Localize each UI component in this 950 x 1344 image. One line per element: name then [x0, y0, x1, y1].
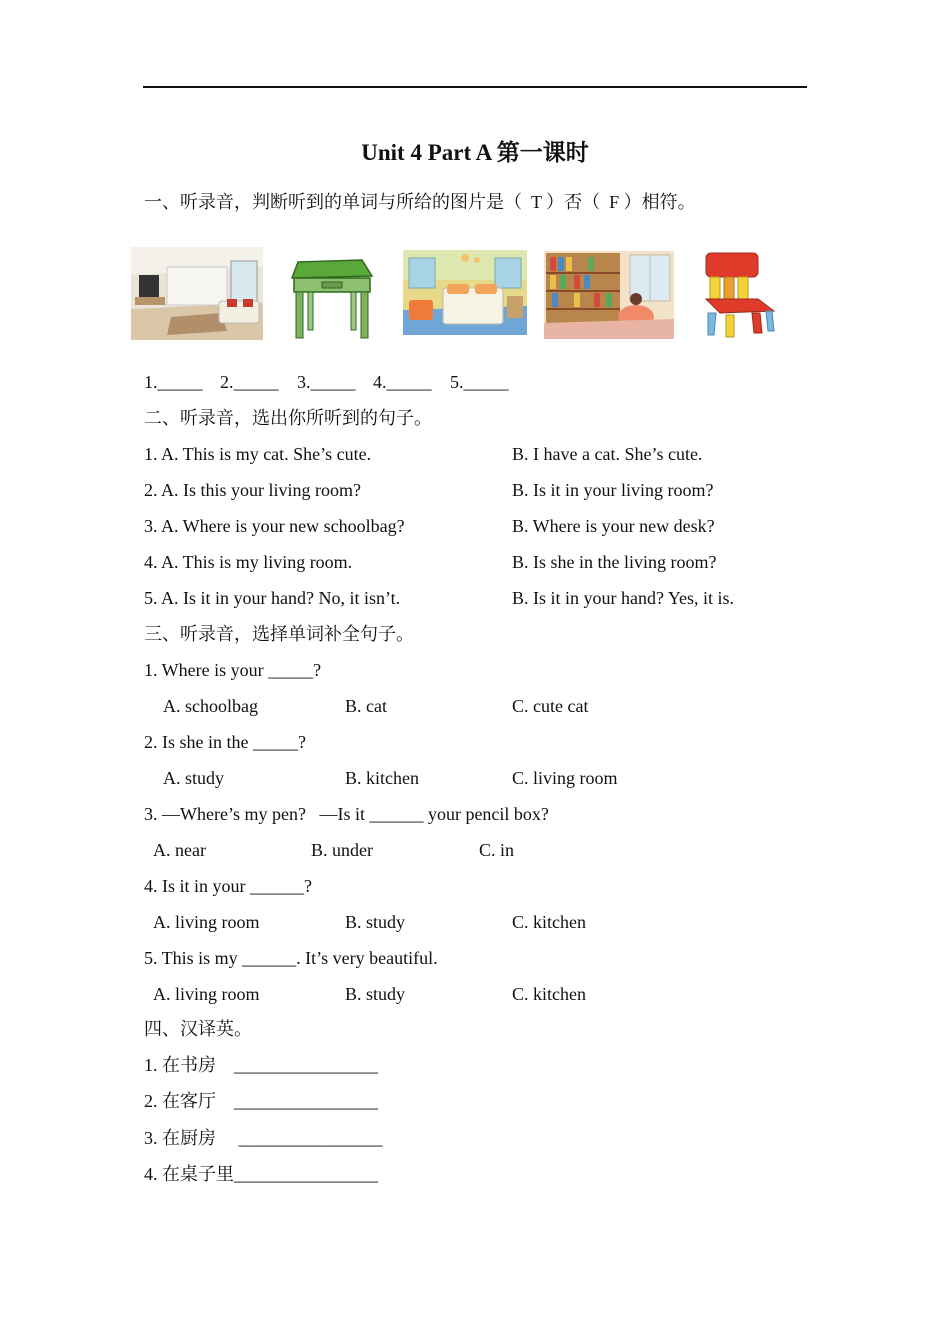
s3-q2: 2. Is she in the _____?: [144, 732, 306, 752]
s3-q3: 3. —Where’s my pen? —Is it ______ your pencil box?: [144, 804, 549, 824]
s3-q2-option-b: B. kitchen: [345, 768, 419, 788]
section3-heading: 三、听录音，选择单词补全句子。: [144, 624, 414, 644]
s3-q1: 1. Where is your _____?: [144, 660, 322, 680]
s3-q5-option-a: A. living room: [153, 984, 260, 1004]
page-title: Unit 4 Part A 第一课时: [361, 140, 589, 165]
s4-item3: 3. 在厨房 ________________: [144, 1128, 383, 1148]
s3-q2-option-c: C. living room: [512, 768, 618, 788]
table-picture: [290, 256, 374, 340]
answer-blank-5: 5._____: [450, 372, 509, 392]
s3-q1-option-a: A. schoolbag: [163, 696, 258, 716]
chair-picture: [702, 251, 776, 339]
s3-q4-option-a: A. living room: [153, 912, 260, 932]
bedroom-picture: [403, 250, 527, 335]
living-room-picture: [131, 247, 263, 340]
section4-heading: 四、汉译英。: [144, 1019, 252, 1039]
s3-q3-option-c: C. in: [479, 840, 515, 860]
s2-item3-a: 3. A. Where is your new schoolbag?: [144, 516, 405, 536]
s2-item2-b: B. Is it in your living room?: [512, 480, 714, 500]
s3-q1-option-b: B. cat: [345, 696, 387, 716]
s2-item4-a: 4. A. This is my living room.: [144, 552, 353, 572]
s3-q4-option-c: C. kitchen: [512, 912, 586, 932]
s4-item4: 4. 在桌子里________________: [144, 1164, 378, 1184]
study-picture: [544, 251, 674, 339]
s4-item1: 1. 在书房 ________________: [144, 1055, 378, 1075]
section2-heading: 二、听录音，选出你所听到的句子。: [144, 408, 432, 428]
section1-heading: 一、听录音，判断听到的单词与所给的图片是（ T ）否（ F ）相符。: [144, 192, 696, 212]
s3-q5: 5. This is my ______. It’s very beautiful.: [144, 948, 438, 968]
header-rule: [143, 86, 807, 88]
s3-q3-option-a: A. near: [153, 840, 206, 860]
s3-q2-option-a: A. study: [163, 768, 225, 788]
s3-q3-option-b: B. under: [311, 840, 373, 860]
s3-q5-option-b: B. study: [345, 984, 406, 1004]
s2-item5-b: B. Is it in your hand? Yes, it is.: [512, 588, 735, 608]
s3-q4: 4. Is it in your ______?: [144, 876, 312, 896]
s4-item2: 2. 在客厅 ________________: [144, 1091, 378, 1111]
answer-blank-4: 4._____: [373, 372, 432, 392]
answer-blank-1: 1._____: [144, 372, 203, 392]
s2-item3-b: B. Where is your new desk?: [512, 516, 715, 536]
s2-item5-a: 5. A. Is it in your hand? No, it isn’t.: [144, 588, 401, 608]
s2-item4-b: B. Is she in the living room?: [512, 552, 717, 572]
s3-q1-option-c: C. cute cat: [512, 696, 589, 716]
s2-item1-b: B. I have a cat. She’s cute.: [512, 444, 703, 464]
s2-item2-a: 2. A. Is this your living room?: [144, 480, 361, 500]
s3-q4-option-b: B. study: [345, 912, 406, 932]
s2-item1-a: 1. A. This is my cat. She’s cute.: [144, 444, 372, 464]
answer-blank-2: 2._____: [220, 372, 279, 392]
answer-blank-3: 3._____: [297, 372, 356, 392]
s3-q5-option-c: C. kitchen: [512, 984, 586, 1004]
